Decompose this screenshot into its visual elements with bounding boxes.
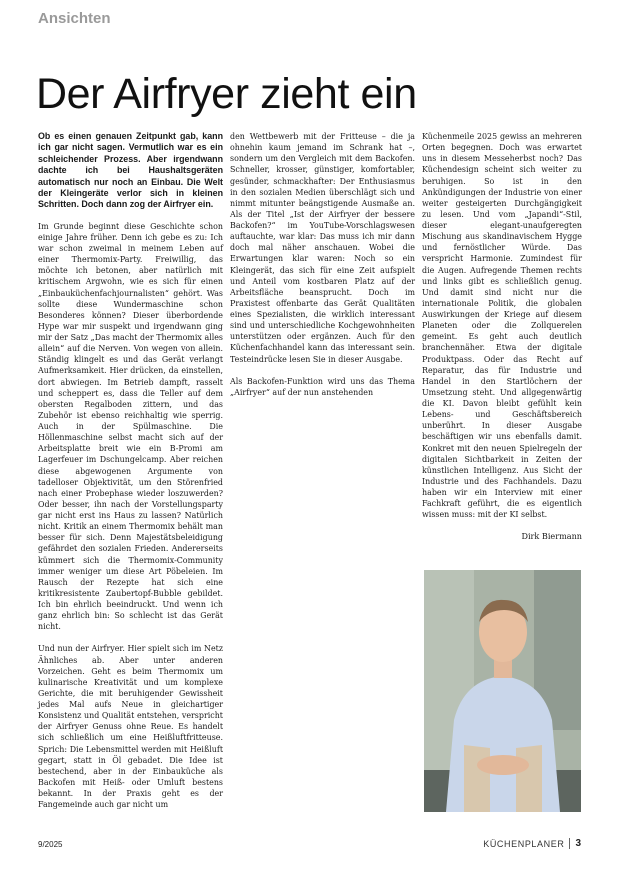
author-name: Dirk Biermann [521,531,582,542]
lead-paragraph: Ob es einen genauen Zeitpunkt gab, kann ich gar nicht sagen. Vermutlich war es ein schleichender Prozess. Aber irgendwann dachte ich bei Haushaltsgeräten automatisch nur noch an Einbau. Die Welt der Kleingeräte verlor sich in kleinen Schritten. Doch dann zog der Airfryer ein. [38,131,223,210]
article-title: Der Airfryer zieht ein [36,70,417,118]
magazine-name: KÜCHENPLANER [483,838,565,849]
body-paragraph: Und nun der Airfryer. Hier spielt sich im Netz Ähnliches ab. Aber unter anderen Vorzeichen. Geht es beim Thermomix um kulinarische Kreativität und um komplexe Gerichte, die mit beruhigender Gewissheit jedes Mal aufs Neue in gleichartiger Konsistenz und Qualität entstehen, verspricht der Airfryer Genuss ohne Reue. Es handelt sich schließlich um eine Heißluftfritteuse. Sprich: Die Lebensmittel werden mit Heißluft gegart, statt in Öl gebadet. Die Idee ist bestechend, aber in der Einbauküche als Backofen mit Heiß- oder Umluft bestens bekannt. In der Praxis geht es der Fangemeinde auch gar nicht um [38,644,223,810]
issue-number: 9/2025 [38,840,63,849]
column-1 [38,131,223,821]
body-paragraph-cont: Küchenmeile 2025 gewiss an mehreren Orten begegnen. Doch was erwartet uns in diesem Messeherbst noch? Das Küchendesign scheint sich weiter zu beruhigen. So ist in den Ankündigungen der Industrie von einer weiter gesteigerten Durchgängigkeit zu lesen. Und vom „Japandi“-Stil, dieser elegant-unaufgeregten Mischung aus skandinavischem Hygge und fernöstlicher Würde. Das verspricht Harmonie. Zumindest für die Augen. Aufregende Themen rechts und links gibt es schließlich genug. Und damit sind nicht nur die internationale Politik, die globalen Auswirkungen der Kriege auf diesem Planeten oder die Zollquerelen gemeint. Es geht auch deutlich branchennäher. Etwa der digitale Produktpass. Oder das Recht auf Reparatur, das für Industrie und Handel in den Startlöchern der Umsetzung steht. Und allgegenwärtig die KI. Davon bleibt gefühlt kein Lebens- und Geschäftsbereich unberührt. In dieser Ausgabe beschäftigen wir uns ebenfalls damit. Konkret mit den neuen Spielregeln der digitalen Sichtbarkeit in Zeiten der künstlichen Intelligenz. Aus Sicht der Industrie und des Fachhandels. Dazu haben wir ein Interview mit einer Fachkraft geführt, die es eigentlich wissen muss: mit der KI selbst. [422,132,582,520]
body-paragraph: Im Grunde beginnt diese Geschichte schon einige Jahre früher. Denn ich gebe es zu: Ich war schon zweimal in meinem Leben auf einer Thermomix-Party. Freiwillig, das möchte ich betonen, aber natürlich mit kritischem Argwohn, wie es sich für einen „Einbauküchenfachjournalisten“ gehört. Was sollte diese Wundermaschine schon Besonderes können? Dieser überbordende Hype war mir suspekt und irgendwann ging mir der Satz „Das macht der Thermomix alles allein“ auf die Nerven. Von wegen von allein. Ständig klingelt es und das Gerät verlangt Aufmerksamkeit. Hier drücken, da einstellen, dort abwiegen. Im Betrieb dampft, rasselt und scheppert es, dass die Teller auf dem obersten Regalboden zittern, und das Zubehör ist ebenso reichhaltig wie sperrig. Auch in der Spülmaschine. Die Höllenmaschine selbst macht sich auf der Arbeitsplatte breit wie ein B-Promi am Lagerfeuer im Dschungelcamp. Aber reichen diese abgewogenen Argumente von tadelloser Objektivität, um den Störenfried nach einer Probephase wieder loszuwerden? Oder besser, ihn nach der Vorstellungsparty gar nicht erst ins Haus zu lassen? Natürlich nicht. Kritik an einem Thermomix behält man besser für sich. Denn Majestätsbeleidigung gefährdet den sozialen Frieden. Andererseits kümmert sich die Thermomix-Community immer weniger um diese Art Pöbeleien. Im Rausch der Rezepte hat sich eine kritikresistente Zaubertopf-Bubble gebildet. Ich bin ehrlich beeindruckt. Und wenn ich ganz ehrlich bin: So schlecht ist das Gerät nicht. [38,221,223,632]
column-3 [422,131,582,541]
author-photo [424,570,581,812]
body-paragraph-cont: den Wettbewerb mit der Fritteuse – die ja ohnehin kaum jemand im Schrank hat –, sondern um den Vergleich mit dem Backofen. Schneller, krosser, günstiger, komfortabler, gesünder, schmackhafter: Der Enthusiasmus in den sozialen Medien überschlägt sich und nimmt mitunter beängstigende Ausmaße an. Als der Titel „Ist der Airfryer der bessere Backofen?“ im YouTube-Vorschlagswesen auftauchte, war klar: Das muss ich mir dann doch mal näher anschauen. Wobei die Erwartungen klar waren: Noch so ein Kleingerät, das sich für eine Zeit aufspielt und Anteil vom kostbaren Platz auf der Arbeitsfläche beansprucht. Doch im Praxistest offenbarte das Gerät Qualitäten eines Spezialisten, die wirklich interessant sind und unterschiedliche Kochgewohnheiten unterstützen oder ergänzen. Auch für den Küchenfachhandel kann das interessant sein. Testeindrücke lesen Sie in dieser Ausgabe. [230,132,415,364]
section-label: Ansichten [38,10,111,27]
column-2 [230,131,415,409]
footer-divider [569,838,570,849]
footer-masthead [483,838,581,849]
page-number: 3 [575,838,581,849]
body-paragraph: Als Backofen-Funktion wird uns das Thema „Airfryer“ auf der nun anstehenden [230,376,415,397]
